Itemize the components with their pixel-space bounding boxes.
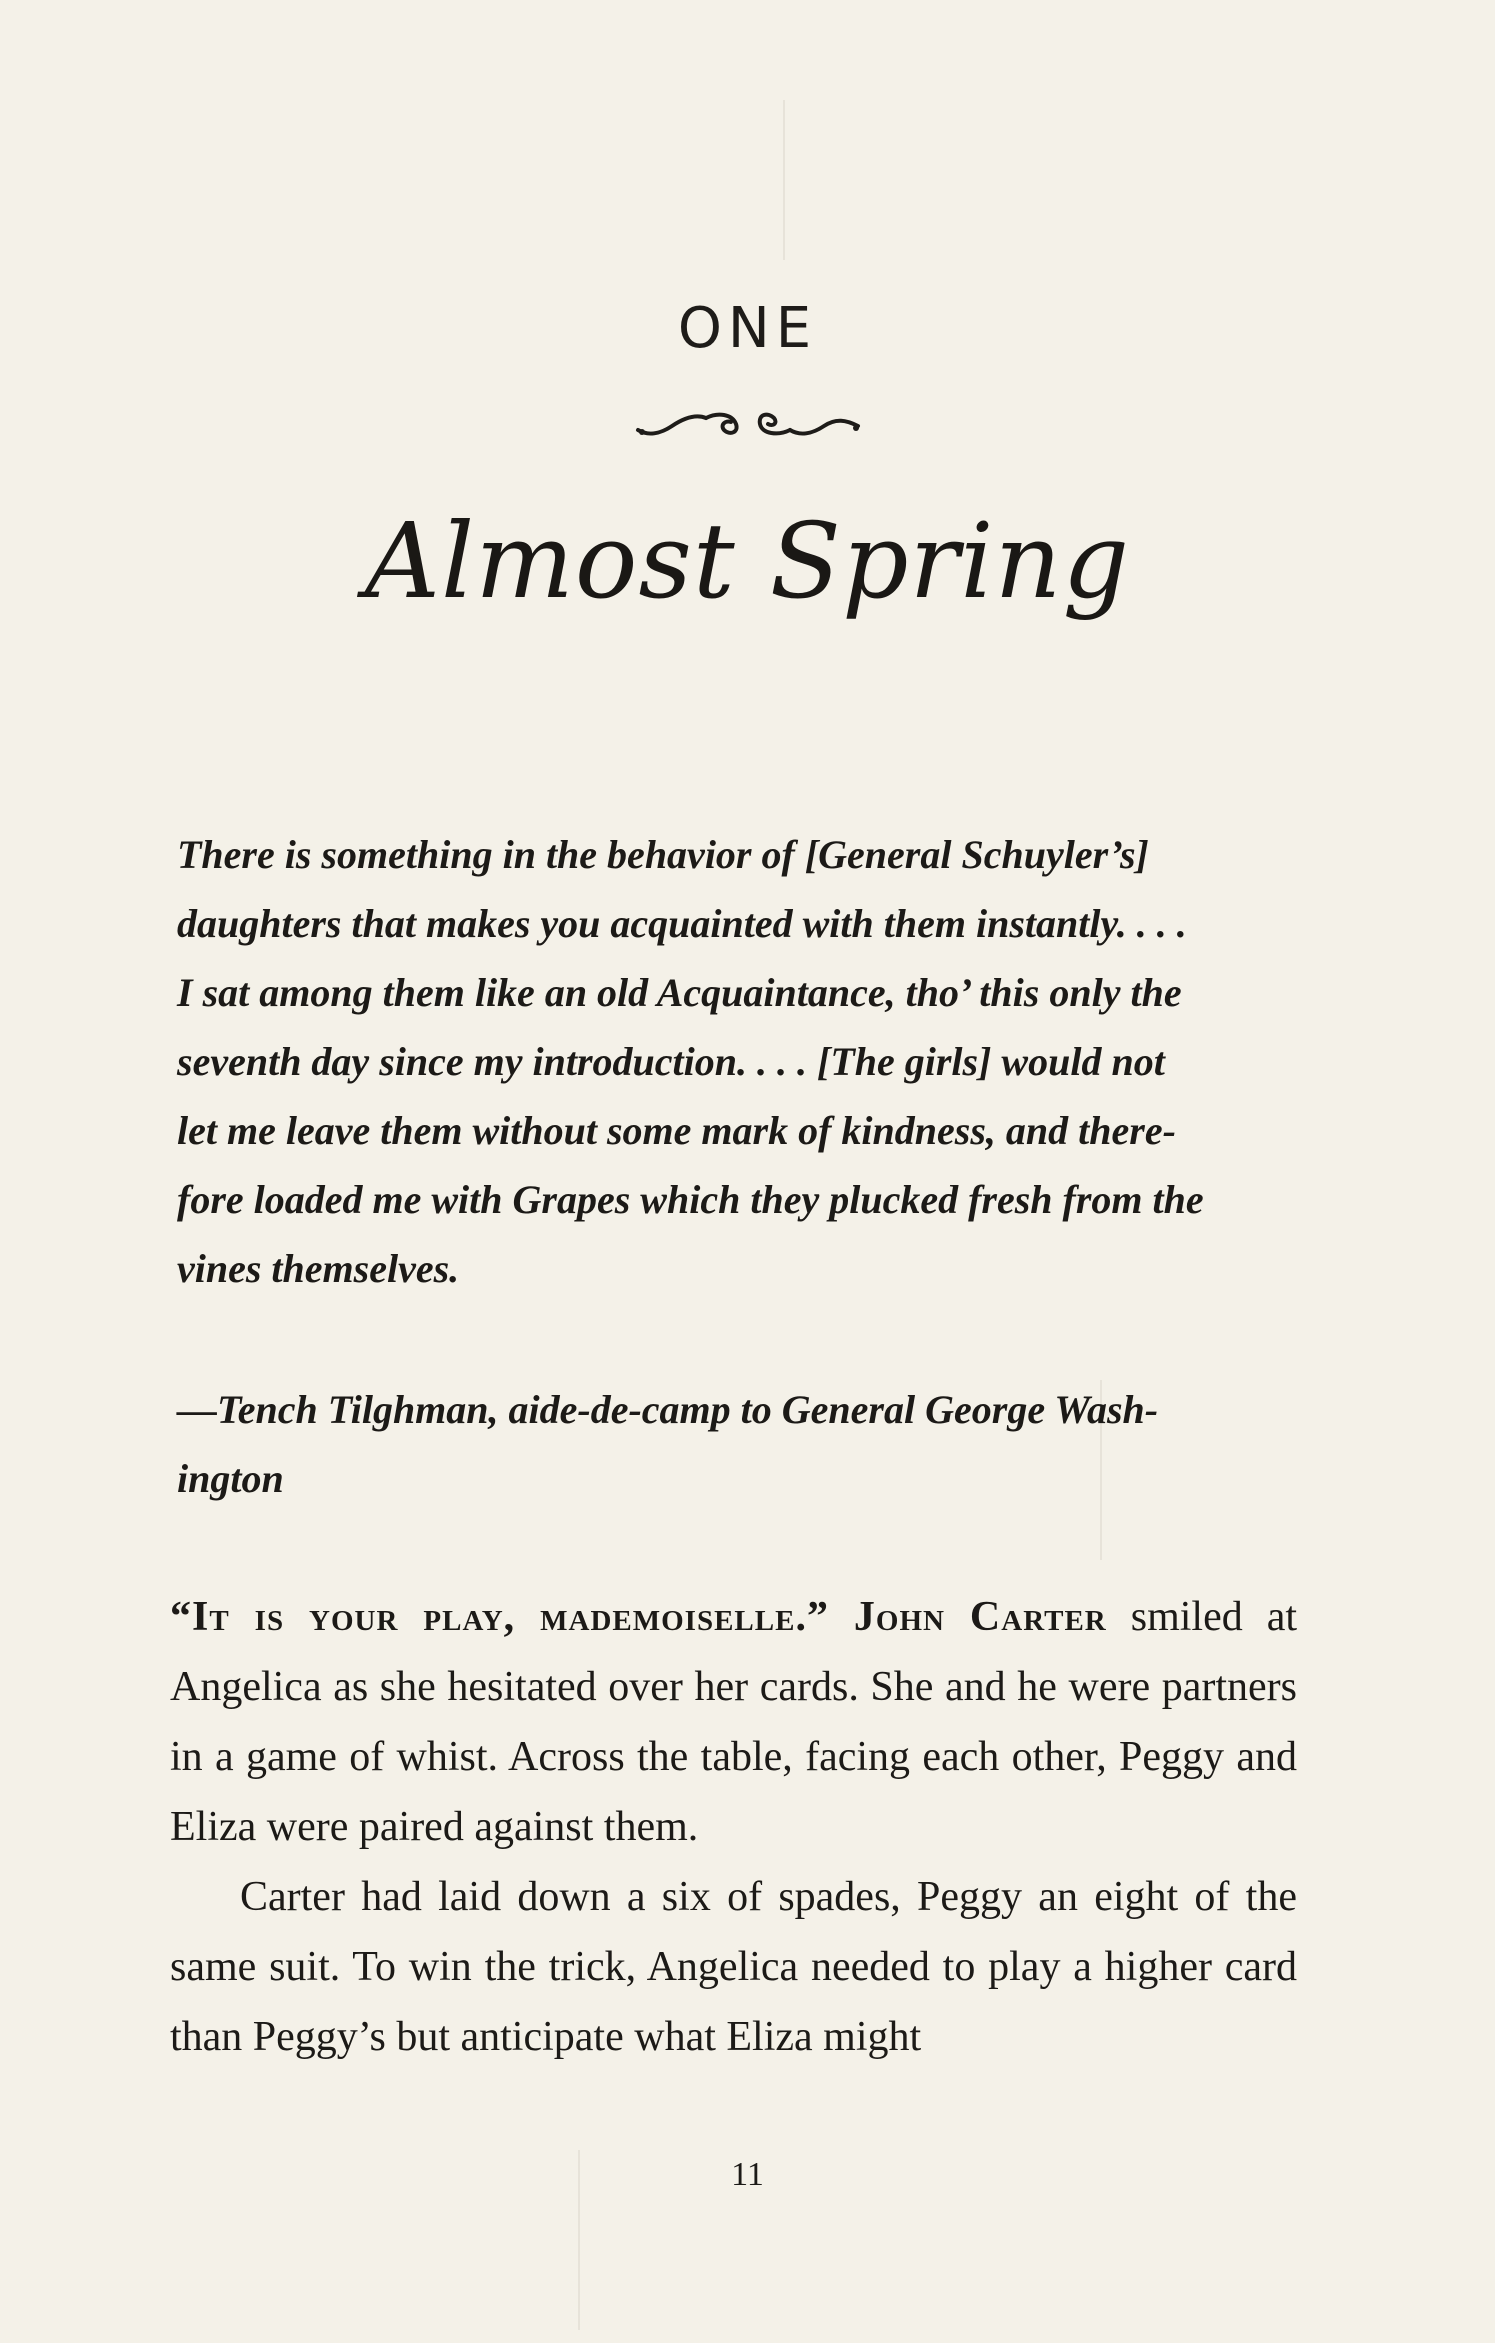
epigraph-line: I sat among them like an old Acquaintance, tho’ this only the [177, 970, 1182, 1015]
attribution-line: ington [177, 1456, 284, 1501]
body-paragraph [170, 1582, 1297, 1862]
page-number: 11 [731, 2156, 764, 2193]
paragraph-text: smiled at Angelica as she hesitated over her cards. She and he were partners in a game of whist. Across the table, facing each other, Peggy and Eliza were paired against them. [170, 1594, 1297, 1850]
chapter-number: ONE [677, 296, 818, 361]
page-crease [783, 100, 785, 260]
epigraph-attribution [177, 1375, 1302, 1513]
epigraph-line: daughters that makes you acquainted with them instantly. . . . [177, 901, 1187, 946]
epigraph-line: let me leave them without some mark of kindness, and there- [177, 1108, 1176, 1153]
body-paragraph: Carter had laid down a six of spades, Peggy an eight of the same suit. To win the trick, Angelica needed to play a higher card than Peggy’s but anticipate what Eliza might [170, 1874, 1297, 2060]
scroll-flourish-icon [632, 396, 864, 446]
chapter-title: Almost Spring [364, 500, 1131, 622]
epigraph-line: fore loaded me with Grapes which they plucked fresh from the [177, 1177, 1204, 1222]
chapter-body [170, 1582, 1297, 2072]
epigraph-line: seventh day since my introduction. . . . [The girls] would not [177, 1039, 1165, 1084]
opening-smallcaps: “It is your play, mademoiselle.” John Carter [170, 1594, 1107, 1640]
epigraph [177, 820, 1302, 1303]
epigraph-line: There is something in the behavior of [General Schuyler’s] [177, 832, 1149, 877]
attribution-line: —Tench Tilghman, aide-de-camp to General George Wash- [177, 1387, 1159, 1432]
epigraph-line: vines themselves. [177, 1246, 460, 1291]
